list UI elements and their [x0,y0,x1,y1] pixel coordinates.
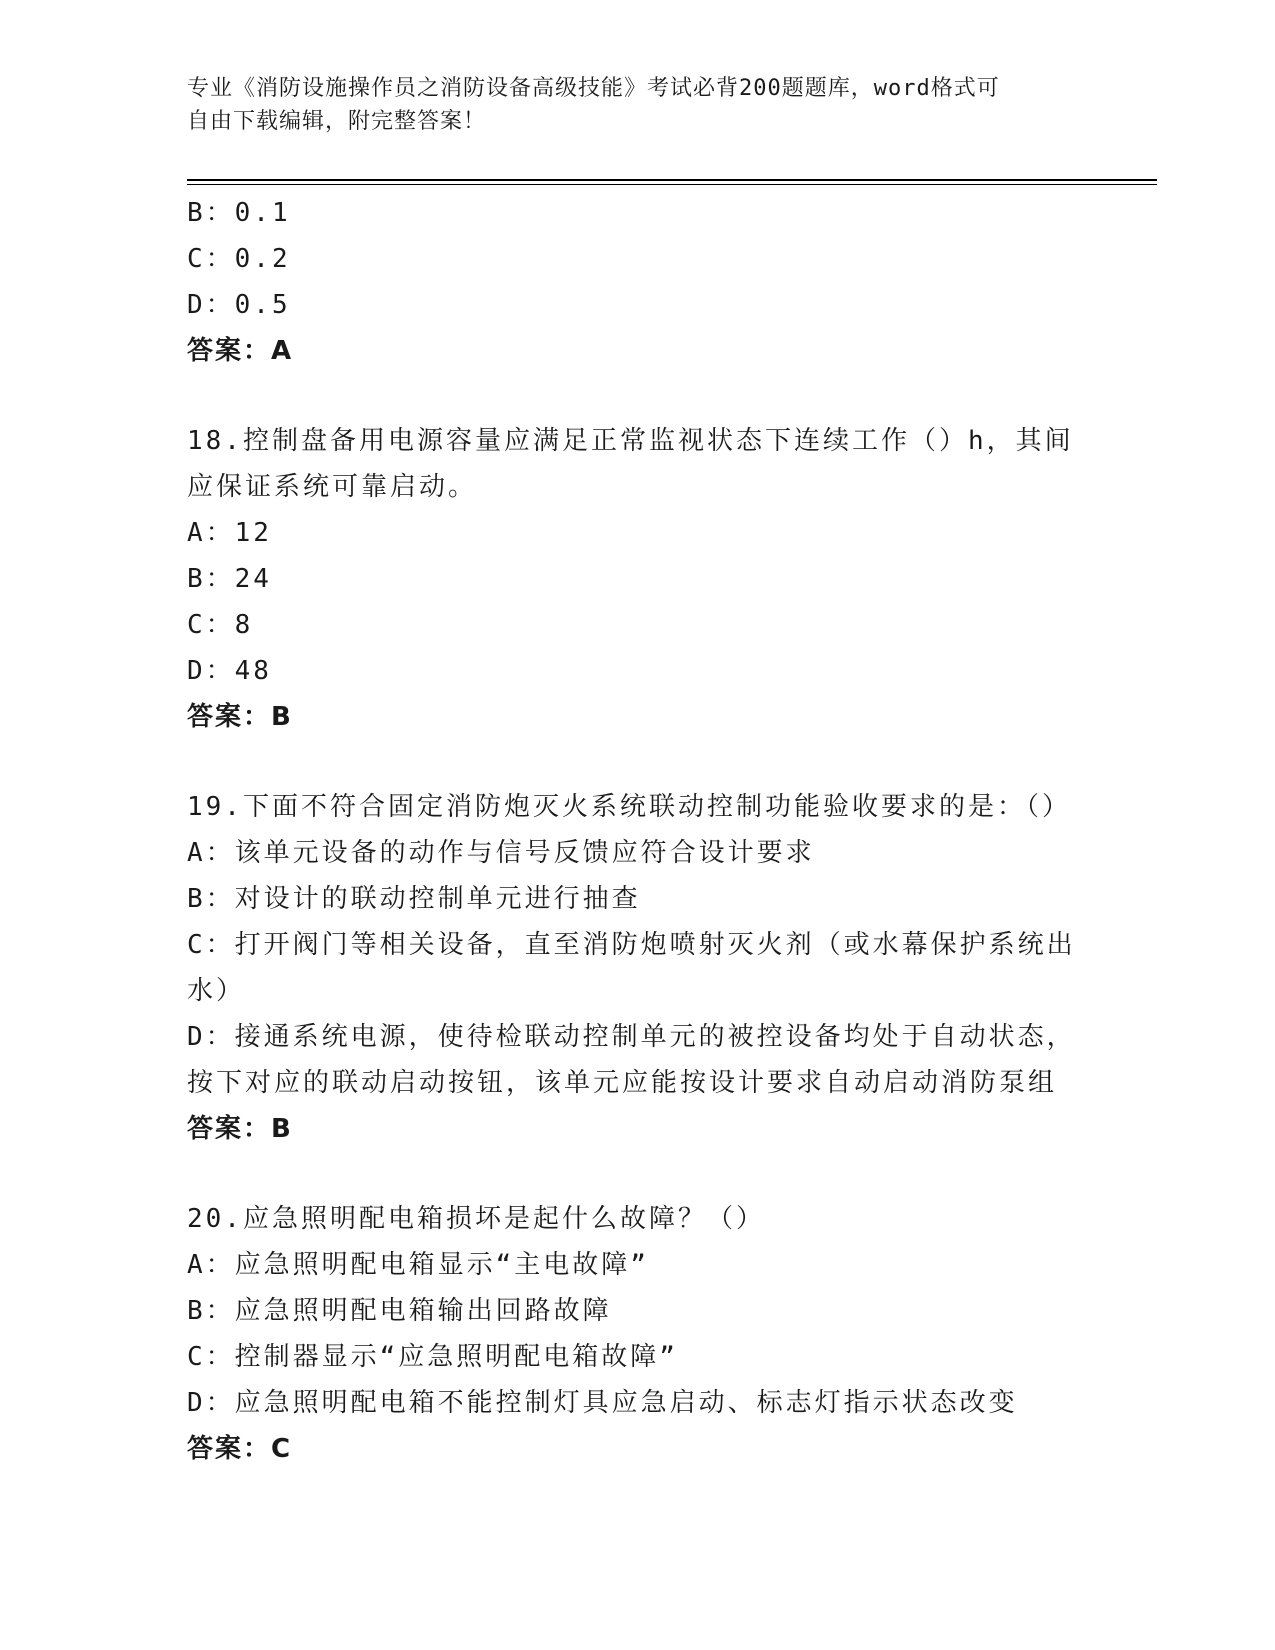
question-20 [187,1196,1087,1472]
option-d: D：48 [187,656,272,686]
question-stem: 18.控制盘备用电源容量应满足正常监视状态下连续工作（）h，其间应保证系统可靠启动。 [187,426,1074,502]
option-d: D：接通系统电源，使待检联动控制单元的被控设备均处于自动状态，按下对应的联动启动按钮，该单元应能按设计要求自动启动消防泵组 [187,1022,1076,1098]
option-c: C：8 [187,610,254,640]
option-b: B：应急照明配电箱输出回路故障 [187,1296,612,1326]
previous-question-tail [187,190,1087,374]
option-b: B：24 [187,564,272,594]
header-line-2: 自由下载编辑，附完整答案！ [187,109,487,134]
option-a: A：应急照明配电箱显示“主电故障” [187,1250,649,1280]
option-a: A：12 [187,518,272,548]
option-b: B：对设计的联动控制单元进行抽查 [187,884,641,914]
question-19 [187,784,1087,1152]
question-stem: 19.下面不符合固定消防炮灭火系统联动控制功能验收要求的是：（） [187,792,1071,822]
option-a: A：该单元设备的动作与信号反馈应符合设计要求 [187,838,815,868]
question-stem: 20.应急照明配电箱损坏是起什么故障？（） [187,1204,765,1234]
option-c: C：打开阀门等相关设备，直至消防炮喷射灭火剂（或水幕保护系统出水） [187,930,1076,1006]
option-b: B：0.1 [187,198,291,228]
header-line-1: 专业《消防设施操作员之消防设备高级技能》考试必背200题题库，word格式可 [187,76,1000,101]
answer-line: 答案：B [187,1114,293,1144]
option-c: C：0.2 [187,244,291,274]
question-list [187,190,1087,1472]
header-rule-thick [187,179,1157,181]
header-rule-thin [187,184,1157,185]
question-18 [187,418,1087,740]
answer-line: 答案：B [187,702,293,732]
answer-line: 答案：C [187,1434,293,1464]
option-c: C：控制器显示“应急照明配电箱故障” [187,1342,678,1372]
document-header [187,72,1067,138]
option-d: D：0.5 [187,290,291,320]
answer-line: 答案：A [187,336,294,366]
option-d: D：应急照明配电箱不能控制灯具应急启动、标志灯指示状态改变 [187,1388,1018,1418]
